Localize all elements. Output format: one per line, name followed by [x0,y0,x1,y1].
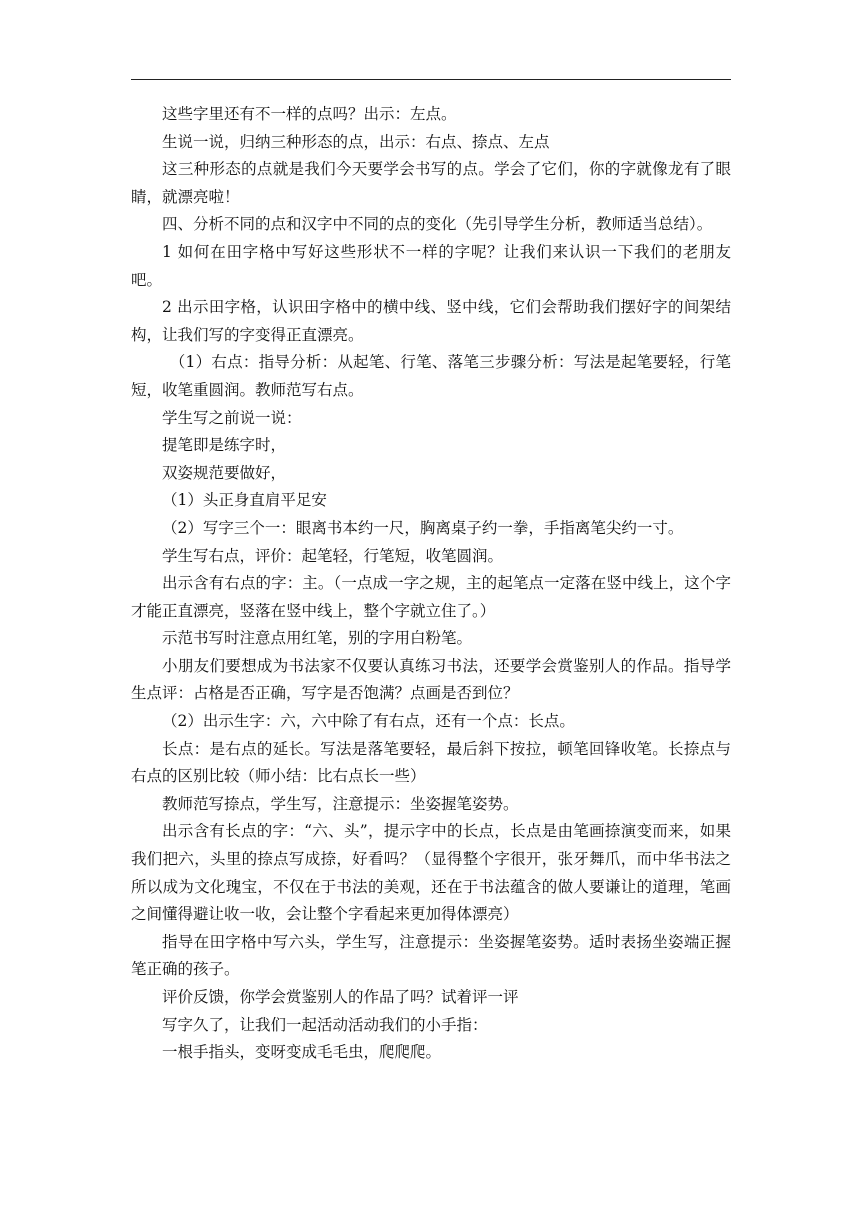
list-item: （1）头正身直肩平足安 [162,491,327,510]
paragraph: 指导在田字格中写六头，学生写，注意提示：坐姿握笔姿势。适时表扬坐姿端正握笔正确的孩子。 [131,932,731,979]
paragraph: 这三种形态的点就是我们今天要学会书写的点。学会了它们，你的字就像龙有了眼睛，就漂亮啦！ [131,160,731,206]
paragraph: 出示含有长点的字：“六、头”，提示字中的长点，长点是由笔画捺演变而来，如果我们把六，头里的捺点写成捺，好看吗？（显得整个字很开，张牙舞爪，而中华书法之所以成为文化瑰宝，不仅在于书法的美观，还在于书法蕴含的做人要谦让的道理，笔画之间懂得避让收一收，会让整个字看起来更加得体漂亮） [131,822,731,924]
verse-line: 提笔即是练字时， [162,436,287,455]
paragraph: 评价反馈，你学会赏鉴别人的作品了吗？试着评一评 [162,988,519,1006]
paragraph: 1 如何在田字格中写好这些形状不一样的字呢？让我们来认识一下我们的老朋友吧。 [131,242,731,289]
header-rule [131,79,731,80]
document-body [131,101,731,1067]
paragraph: 生说一说，归纳三种形态的点，出示：右点、捺点、左点 [162,132,550,151]
paragraph: 2 出示田字格，认识田字格中的横中线、竖中线，它们会帮助我们摆好字的间架结构，让我们写的字变得正直漂亮。 [131,298,731,344]
paragraph: （2）出示生字：六，六中除了有右点，还有一个点：长点。 [162,712,575,731]
paragraph: 学生写之前说一说： [162,408,302,427]
paragraph: 写字久了，让我们一起活动活动我们的小手指： [162,1015,488,1034]
paragraph: 一根手指头，变呀变成毛毛虫，爬爬爬。 [162,1043,442,1062]
section-heading: 四、分析不同的点和汉字中不同的点的变化（先引导学生分析，教师适当总结）。 [162,215,713,234]
list-item: （2）写字三个一：眼离书本约一尺，胸离桌子约一拳，手指离笔尖约一寸。 [162,518,684,537]
paragraph: 学生写右点，评价：起笔轻，行笔短，收笔圆润。 [162,546,504,565]
paragraph: 教师范写捺点，学生写，注意提示：坐姿握笔姿势。 [162,794,519,813]
paragraph: 出示含有右点的字：主。（一点成一字之规，主的起笔点一定落在竖中线上，这个字才能正直漂亮，竖落在竖中线上，整个字就立住了。） [131,574,731,620]
paragraph: 小朋友们要想成为书法家不仅要认真练习书法，还要学会赏鉴别人的作品。指导学生点评：占格是否正确，写字是否饱满？点画是否到位？ [131,656,731,703]
paragraph: （1）右点：指导分析：从起笔、行笔、落笔三步骤分析：写法是起笔要轻，行笔短，收笔重圆润。教师范写右点。 [131,353,731,399]
paragraph: 长点：是右点的延长。写法是落笔要轻，最后斜下按拉，顿笔回锋收笔。长捺点与右点的区别比较（师小结：比右点长一些） [131,739,731,786]
paragraph: 示范书写时注意点用红笔，别的字用白粉笔。 [162,629,473,648]
paragraph: 这些字里还有不一样的点吗？出示：左点。 [162,105,457,123]
verse-line: 双姿规范要做好， [162,463,287,482]
